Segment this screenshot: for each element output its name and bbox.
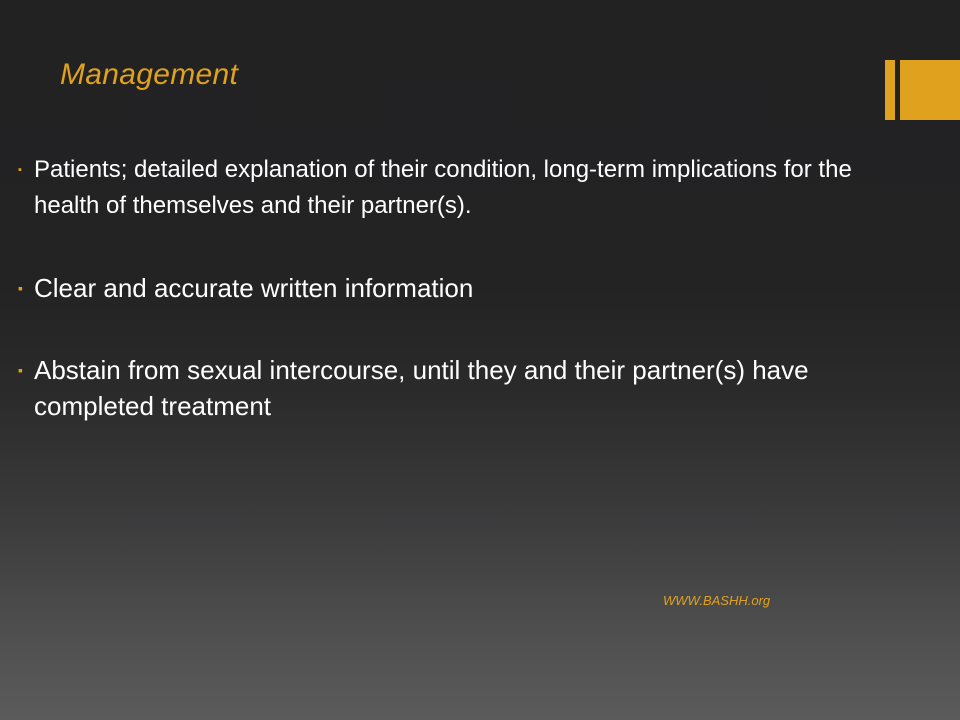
- bullet-item: [18, 152, 918, 224]
- bullet-square-icon: ▪: [18, 280, 23, 296]
- source-link[interactable]: WWW.BASHH.org: [663, 593, 771, 608]
- bullet-text: Abstain from sexual intercourse, until they and their partner(s) have completed treatment: [34, 355, 809, 421]
- bullet-item: [18, 352, 918, 424]
- bullet-square-icon: ▪: [18, 362, 23, 378]
- bullet-square-icon: ▪: [18, 164, 22, 176]
- bullet-text: Patients; detailed explanation of their condition, long-term implications for the health of themselves and their partner(s).: [34, 156, 852, 219]
- bullet-text: Clear and accurate written information: [34, 273, 474, 303]
- bullet-item: [18, 270, 918, 306]
- accent-bar-thick: [900, 60, 960, 120]
- accent-bar-thin: [885, 60, 895, 120]
- slide-title: Management: [60, 58, 239, 91]
- bullet-list: [18, 152, 918, 424]
